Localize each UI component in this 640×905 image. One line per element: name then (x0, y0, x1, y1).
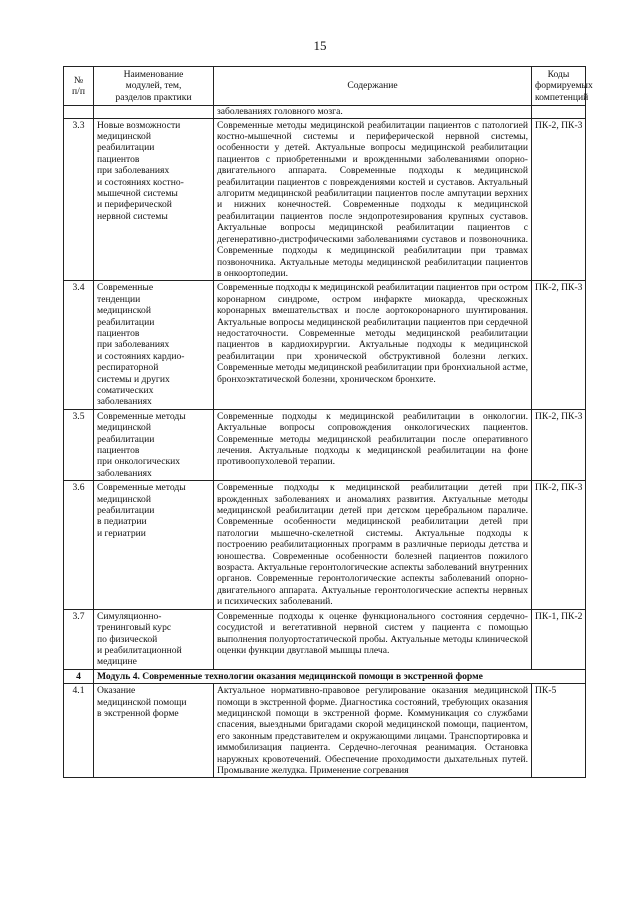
page-number: 15 (313, 38, 327, 53)
row-codes: ПК-2, ПК-3 (532, 409, 586, 480)
row-content: Современные подходы к медицинской реабилитации пациентов при остром коронарном синдроме, остром инфаркте миокарда, чрескожных коронарных вмешательствах и после аортокоронарного шунтирования. Актуальные вопросы медицинской реабилитации пациентов при сердечной недостаточности. Современные методы медицинской реабилитации пациентов в кардиохирургии. Актуальные подходы к медицинской реабилитации при хронической обструктивной болезни легких. Современные методы медицинской реабилитации при бронхиальной астме, бронхоэктатической болезни, хроническом бронхите. (214, 281, 532, 409)
row-content: Современные подходы к медицинской реабилитации в онкологии. Актуальные вопросы сопровождения онкологических пациентов. Современные методы медицинской реабилитации после оперативного лечения. Актуальные подходы к медицинской реабилитации на фоне противоопухолевой терапии. (214, 409, 532, 480)
header-number: № п/п (64, 67, 94, 106)
row-content: Современные подходы к медицинской реабилитации детей при врожденных заболеваниях и аномалиях развития. Актуальные методы медицинской реабилитации детей при детском церебральном параличе. Современные особенности медицинской реабилитации детей при патологии мышечно-скелетной системы. Актуальные подходы к построению реабилитационных программ в различные периоды детства и юношества. Современные особенности болезней пациентов пожилого возраста. Актуальные геронтологические аспекты заболеваний внутренних органов. Современные геронтологические аспекты заболеваний опорно-двигательного аппарата. Актуальные геронтологические аспекты нервных и психических заболеваний. (214, 481, 532, 609)
row-module: Современные методы медицинской реабилитации пациентов при онкологических заболеваниях (94, 409, 214, 480)
row-content: Актуальное нормативно-правовое регулирование оказания медицинской помощи в экстренной форме. Диагностика состояний, требующих оказания медицинской помощи в экстренной форме. Коммуникация со службами спасения, выездными бригадами скорой медицинской помощи, пациентом, его законным представителем и окружающими лицами. Транспортировка и иммобилизация пациента. Сердечно-легочная реанимация. Остановка наружных кровотечений. Обеспечение проходимости дыхательных путей. Промывание желудка. Применение согревания (214, 684, 532, 778)
table-row (64, 609, 586, 669)
header-codes: Коды формируемых компетенций (532, 67, 586, 106)
table-row (64, 281, 586, 409)
row-number: 3.5 (64, 409, 94, 480)
row-content: Современные методы медицинской реабилитации пациентов с патологией костно-мышечной системы и периферической нервной системы, особенности у детей. Актуальные вопросы медицинской реабилитации пациентов с приобретенными и врожденными заболеваниями опорно-двигательного аппарата. Современные подходы к медицинской реабилитации пациентов с повреждениями костей и суставов. Актуальный алгоритм медицинской реабилитации пациентов после ампутации верхних и нижних конечностей. Современные подходы к медицинской реабилитации пациентов после эндопротезирования крупных суставов. Актуальные вопросы медицинской реабилитации пациентов с дегенеративно-дистрофическими заболеваниями суставов и позвоночника. Современные подходы к медицинской реабилитации при травмах позвоночника. Актуальные методы медицинской реабилитации пациентов в онкоортопедии. (214, 118, 532, 281)
row-codes: ПК-5 (532, 684, 586, 778)
table-row (64, 409, 586, 480)
row-codes: ПК-2, ПК-3 (532, 118, 586, 281)
continuation-row (64, 106, 586, 118)
continuation-codes-cell (532, 106, 586, 118)
row-number: 3.4 (64, 281, 94, 409)
module-number: 4 (64, 669, 94, 683)
row-codes: ПК-1, ПК-2 (532, 609, 586, 669)
table-row (64, 118, 586, 281)
continuation-num-cell (64, 106, 94, 118)
row-module: Современные тенденции медицинской реабилитации пациентов при заболеваниях и состояниях кардио- респираторной системы и других соматических заболеваниях (94, 281, 214, 409)
continuation-text: заболеваниях головного мозга. (214, 106, 532, 118)
row-content: Современные подходы к оценке функционального состояния сердечно-сосудистой и вегетативной нервной систем у пациента с помощью выполнения полуортостатической пробы. Актуальные методы клинической оценки функции двуглавой мышцы плеча. (214, 609, 532, 669)
header-content: Содержание (214, 67, 532, 106)
row-codes: ПК-2, ПК-3 (532, 481, 586, 609)
row-module: Симуляционно- тренинговый курс по физической и реабилитационной медицине (94, 609, 214, 669)
curriculum-table (63, 66, 593, 778)
continuation-module-cell (94, 106, 214, 118)
table-row (64, 481, 586, 609)
row-number: 3.7 (64, 609, 94, 669)
module-row (64, 669, 586, 683)
row-number: 3.3 (64, 118, 94, 281)
module-title: Модуль 4. Современные технологии оказания медицинской помощи в экстренной форме (94, 669, 586, 683)
row-number: 3.6 (64, 481, 94, 609)
table-header-row (64, 67, 586, 106)
row-number: 4.1 (64, 684, 94, 778)
row-module: Новые возможности медицинской реабилитации пациентов при заболеваниях и состояниях костно- мышечной системы и периферической нервной системы (94, 118, 214, 281)
row-module: Оказание медицинской помощи в экстренной форме (94, 684, 214, 778)
row-module: Современные методы медицинской реабилитации в педиатрии и гериатрии (94, 481, 214, 609)
row-codes: ПК-2, ПК-3 (532, 281, 586, 409)
header-module: Наименование модулей, тем, разделов практики (94, 67, 214, 106)
table-row (64, 684, 586, 778)
